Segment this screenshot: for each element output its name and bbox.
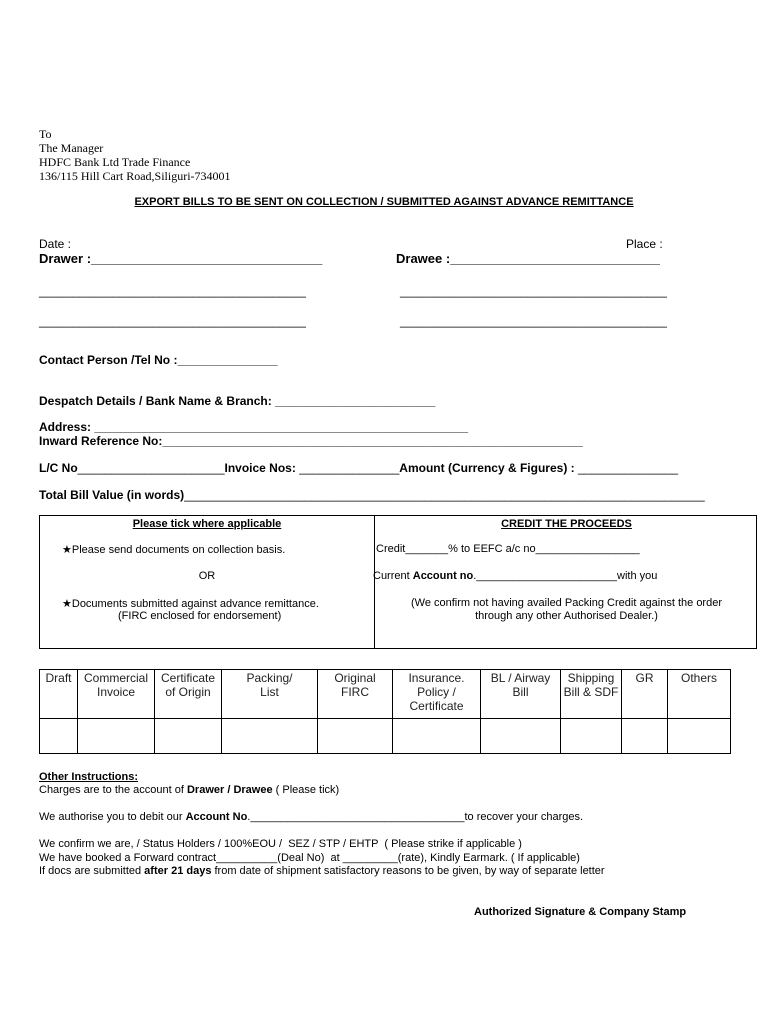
signature-label: Authorized Signature & Company Stamp [474, 906, 687, 918]
table-header-cell [622, 670, 668, 719]
documents-table [39, 669, 731, 754]
table-header-cell [222, 670, 318, 719]
form-title: EXPORT BILLS TO BE SENT ON COLLECTION / SUBMITTED AGAINST ADVANCE REMITTANCE [134, 196, 634, 208]
address-to: To [39, 127, 52, 141]
star-icon[interactable]: ★ [62, 544, 72, 556]
table-header-line: Certificate [409, 699, 464, 713]
address-manager: The Manager [39, 141, 104, 155]
table-header-line: Insurance. [408, 671, 465, 685]
drawer-line-2[interactable]: ________________________________________ [39, 314, 306, 328]
table-cell[interactable] [668, 719, 731, 754]
table-header-line: Others [680, 671, 717, 685]
forward-contract-line[interactable]: We have booked a Forward contract__________(Deal No) at _________(rate), Kindly Earmark. ( If applicable) [39, 852, 580, 864]
address-bank: HDFC Bank Ltd Trade Finance [39, 155, 191, 169]
drawer-line-1[interactable]: ________________________________________ [39, 284, 306, 298]
despatch-field[interactable]: Despatch Details / Bank Name & Branch: ________________________ [39, 394, 436, 408]
instructions-heading: Other Instructions: [39, 771, 139, 783]
docs-suffix: from date of shipment satisfactory reasons to be given, by way of separate letter [211, 865, 605, 877]
drawee-field[interactable]: Drawee :_____________________________ [396, 251, 660, 266]
table-cell[interactable] [393, 719, 481, 754]
table-header-cell [318, 670, 393, 719]
table-header-line: Original [334, 671, 376, 685]
contact-field[interactable]: Contact Person /Tel No :_______________ [39, 353, 278, 367]
credit-eefc-field[interactable]: Credit_______% to EEFC a/c no_________________ [376, 543, 640, 555]
charges-suffix: ( Please tick) [272, 784, 340, 796]
debit-prefix: We authorise you to debit our [39, 811, 186, 823]
table-header-line: Commercial [83, 671, 148, 685]
confirm-line-1: (We confirm not having availed Packing Credit against the order [410, 597, 722, 609]
current-account-field[interactable] [373, 570, 657, 582]
table-header-line: List [260, 685, 279, 699]
amount-field[interactable]: _______________ [574, 461, 679, 475]
table-cell[interactable] [40, 719, 78, 754]
star-icon[interactable]: ★ [62, 598, 72, 610]
table-header-line: Certificate [160, 671, 216, 685]
current-account-bold: Account no [412, 570, 474, 582]
date-label: Date : [39, 237, 72, 251]
table-header-line: Policy / [417, 685, 456, 699]
table-header-line: Bill [512, 685, 529, 699]
drawee-line-1[interactable]: ________________________________________ [400, 284, 667, 298]
total-bill-row [39, 488, 705, 502]
charges-prefix: Charges are to the account of [39, 784, 187, 796]
current-prefix: Current [373, 570, 413, 582]
firc-note: (FIRC enclosed for endorsement) [118, 610, 282, 622]
table-header-cell [78, 670, 155, 719]
table-header-cell [668, 670, 731, 719]
table-cell[interactable] [561, 719, 622, 754]
current-suffix: ._______________________with you [473, 570, 658, 582]
table-cell[interactable] [622, 719, 668, 754]
table-header-line: Packing/ [246, 671, 293, 685]
table-header-cell [481, 670, 561, 719]
table-header-cell [561, 670, 622, 719]
docs-bold: after 21 days [144, 865, 212, 877]
place-label: Place : [626, 237, 663, 251]
option-collection[interactable] [62, 543, 285, 556]
table-cell[interactable] [155, 719, 222, 754]
invoice-label: Invoice Nos: [224, 461, 300, 475]
credit-heading: CREDIT THE PROCEEDS [501, 518, 632, 530]
address-field[interactable]: Address: ________________________________________________________ [39, 420, 469, 434]
table-row [40, 719, 731, 754]
inward-reference-field[interactable]: Inward Reference No:_______________________________________________________________ [39, 434, 583, 448]
table-header-line: FIRC [341, 685, 369, 699]
drawer-drawee-option[interactable]: Drawer / Drawee [186, 784, 273, 796]
table-cell[interactable] [481, 719, 561, 754]
table-header-line: Bill & SDF [563, 685, 619, 699]
total-bill-field[interactable]: ______________________________________________________________________________ [184, 488, 705, 502]
address-street: 136/115 Hill Cart Road,Siliguri-734001 [39, 169, 231, 183]
lc-invoice-amount-row [39, 461, 678, 475]
lc-field[interactable]: ______________________ [77, 461, 225, 475]
table-cell[interactable] [318, 719, 393, 754]
debit-line [39, 811, 583, 823]
table-header-row [40, 670, 731, 719]
table-header-line: GR [635, 671, 654, 685]
box-divider [374, 516, 375, 648]
total-bill-label: Total Bill Value (in words) [39, 488, 185, 502]
confirm-line-2: through any other Authorised Dealer.) [475, 610, 658, 622]
table-header-cell [393, 670, 481, 719]
table-header-line: BL / Airway [490, 671, 551, 685]
table-header-line: of Origin [165, 685, 211, 699]
docs-submitted-line [39, 865, 605, 877]
invoice-field[interactable]: _______________ [299, 461, 400, 475]
table-cell[interactable] [78, 719, 155, 754]
option-advance-remittance[interactable] [62, 597, 319, 610]
status-line[interactable]: We confirm we are, / Status Holders / 100%EOU / SEZ / STP / EHTP ( Please strike if applicable ) [39, 838, 522, 850]
drawee-line-2[interactable]: ________________________________________ [400, 314, 667, 328]
docs-prefix: If docs are submitted [39, 865, 145, 877]
table-header-cell [40, 670, 78, 719]
option-advance-label: Documents submitted against advance remittance. [71, 598, 319, 610]
table-header-line: Draft [45, 671, 72, 685]
drawer-field[interactable]: Drawer :________________________________ [39, 251, 323, 266]
tick-heading: Please tick where applicable [132, 518, 282, 530]
table-header-line: Invoice [96, 685, 136, 699]
amount-label: Amount (Currency & Figures) : [399, 461, 575, 475]
table-header-line: Shipping [567, 671, 615, 685]
lc-label: L/C No [39, 461, 78, 475]
debit-account-field[interactable]: .___________________________________to recover your charges. [247, 811, 584, 823]
table-cell[interactable] [222, 719, 318, 754]
debit-account-bold: Account No [185, 811, 248, 823]
table-header-cell [155, 670, 222, 719]
option-collection-label: Please send documents on collection basis. [71, 544, 286, 556]
or-label: OR [198, 570, 216, 582]
options-box [39, 515, 757, 649]
charges-line [39, 784, 339, 796]
